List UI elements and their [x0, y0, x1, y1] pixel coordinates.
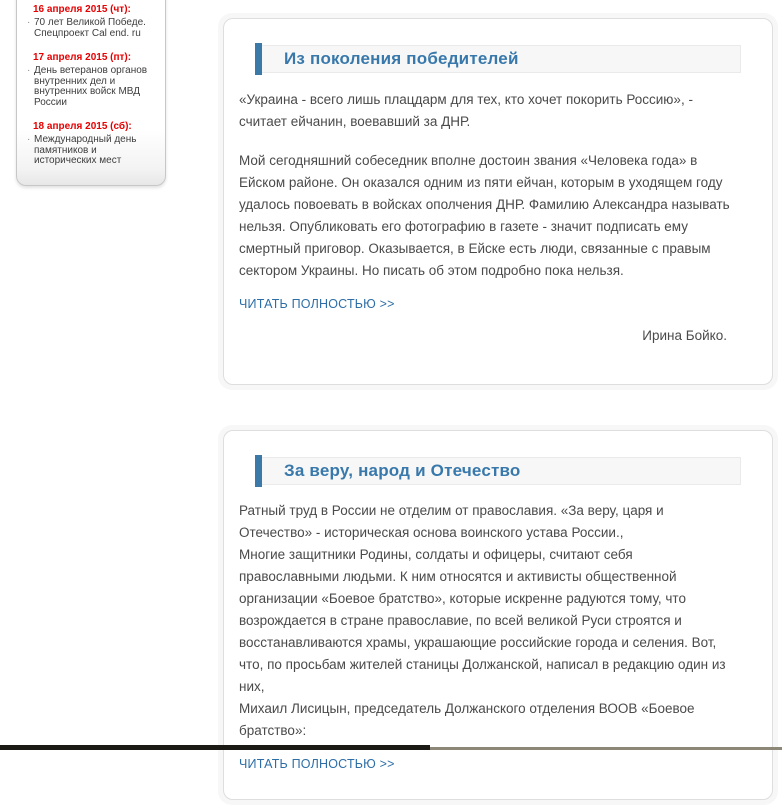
- bullet-icon: ·: [27, 65, 31, 76]
- calendar-date-heading: 17 апреля 2015 (пт):: [33, 52, 132, 63]
- calendar-event-group: [27, 4, 157, 39]
- read-more-row: [239, 755, 757, 773]
- title-accent-bar: [255, 455, 262, 487]
- calendar-event-group: [27, 52, 157, 108]
- article-paragraph: Ратный труд в России не отделим от православия. «За веру, царя и Отечество» - историческая основа воинского устава России.,: [239, 503, 664, 540]
- article-title-link[interactable]: Из поколения победителей: [284, 49, 519, 68]
- bullet-icon: ·: [27, 17, 31, 28]
- read-more-link[interactable]: ЧИТАТЬ ПОЛНОСТЬЮ >>: [239, 297, 395, 311]
- bullet-icon: ·: [27, 134, 31, 145]
- calendar-date-heading: 18 апреля 2015 (сб):: [33, 121, 132, 132]
- article-card-body: [223, 18, 773, 385]
- calendar-event-text: Международный день памятников и исторических мест: [34, 134, 137, 166]
- calendar-event-text: День ветеранов органов внутренних дел и внутренних войск МВД России: [34, 65, 148, 108]
- calendar-date-heading: 16 апреля 2015 (чт):: [33, 4, 131, 15]
- footer-strip: [0, 744, 782, 750]
- read-more-row: [239, 295, 757, 313]
- article-paragraph: Мой сегодняшний собеседник вполне достоин звания «Человека года» в Ейском районе. Он оказался одним из пяти ейчан, которым в уходящем году удалось повоевать в войсках ополчения ДНР. Фамилию Александра называть нельзя. Опубликовать его фотографию в газете - значит подписать ему смертный приговор. Оказывается, в Ейске есть люди, связанные с правым сектором Украины. Но писать об этом подробно пока нельзя.: [239, 153, 730, 278]
- article-card: [218, 13, 778, 390]
- article-paragraph: Многие защитники Родины, солдаты и офицеры, считают себя православными людьми. К ним относятся и активисты общественной организации «Боевое братство», которые искренне радуются тому, что возрождается в стране православие, по всей великой Руси строятся и восстанавливаются храмы, украшающие российские города и селения. Вот, что, по просьбам жителей станицы Должанской, написал в редакцию один из них,: [239, 547, 726, 694]
- title-accent-bar: [255, 43, 262, 75]
- calendar-event-item: [27, 135, 157, 167]
- calendar-event-text: 70 лет Великой Победе. Спецпроект Cal end. ru: [34, 17, 146, 39]
- article-title-bar: [255, 45, 741, 73]
- article-author: Ирина Бойко.: [642, 328, 727, 343]
- calendar-event-item: [27, 66, 157, 108]
- article-title-link[interactable]: За веру, народ и Отечество: [284, 461, 521, 480]
- calendar-event-group: [27, 121, 157, 167]
- article-paragraph: Михаил Лисицын, председатель Должанского отделения ВООВ «Боевое братство»:: [239, 701, 695, 738]
- article-lead: «Украина - всего лишь плацдарм для тех, кто хочет покорить Россию», - считает ейчанин, воевавший за ДНР.: [239, 92, 693, 129]
- footer-dark-bar: [0, 745, 430, 750]
- calendar-widget: [16, 0, 166, 186]
- calendar-event-item: [27, 18, 157, 39]
- article-title-bar: [255, 457, 741, 485]
- read-more-link[interactable]: ЧИТАТЬ ПОЛНОСТЬЮ >>: [239, 757, 395, 771]
